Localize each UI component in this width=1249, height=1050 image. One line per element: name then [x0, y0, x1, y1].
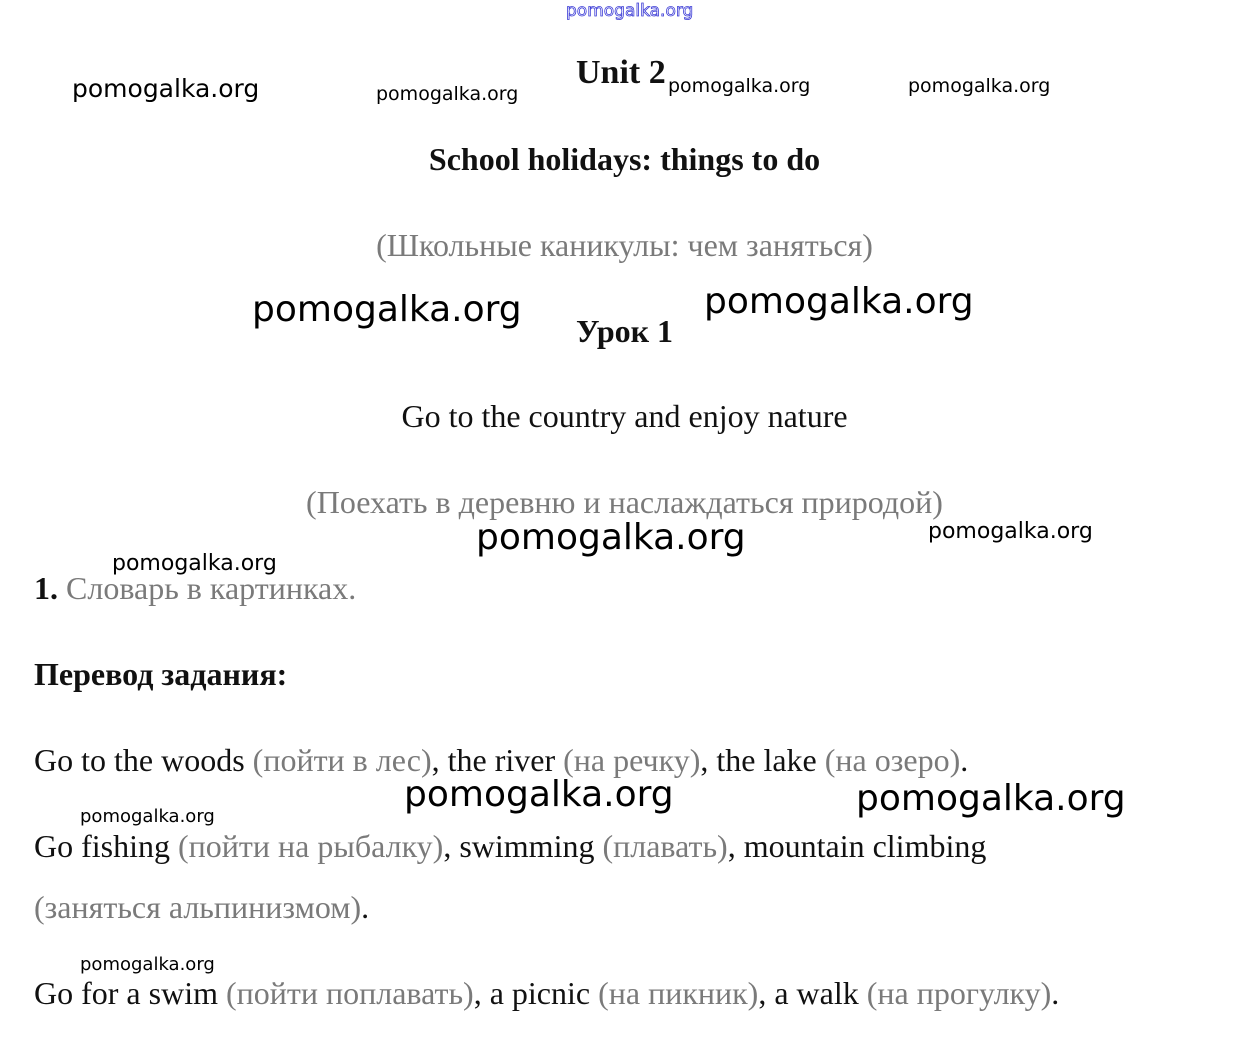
- vocab-translation: (на речку): [563, 742, 701, 778]
- vocab-punctuation: .: [1051, 975, 1060, 1011]
- watermark: pomogalka.org: [80, 806, 215, 827]
- unit-heading: Unit 2: [576, 54, 666, 91]
- watermark: pomogalka.org: [72, 74, 260, 103]
- task-line: [34, 572, 356, 604]
- vocab-punctuation: .: [361, 889, 370, 925]
- task-number: 1.: [34, 570, 58, 606]
- translation-label: Перевод задания:: [34, 656, 288, 692]
- vocab-translation: (пойти на рыбалку): [178, 828, 444, 864]
- vocab-phrase: , a walk: [758, 975, 867, 1011]
- watermark: pomogalka.org: [80, 954, 215, 975]
- vocab-line: [34, 830, 986, 862]
- watermark: pomogalka.org: [928, 519, 1093, 544]
- watermark: pomogalka.org: [112, 551, 277, 576]
- task-text: Словарь в картинках.: [66, 570, 357, 606]
- vocab-translation: (пойти поплавать): [225, 975, 474, 1011]
- vocab-line: [34, 891, 369, 923]
- watermark: pomogalka.org: [404, 774, 674, 815]
- watermark: pomogalka.org: [704, 281, 974, 322]
- watermark-top: pomogalka.org: [566, 1, 694, 21]
- watermark: pomogalka.org: [476, 517, 746, 558]
- watermark: pomogalka.org: [668, 75, 811, 97]
- vocab-phrase: Go for a swim: [34, 975, 226, 1011]
- vocab-phrase: , the river: [431, 742, 564, 778]
- vocab-phrase: , the lake: [700, 742, 825, 778]
- vocab-line: [34, 744, 968, 776]
- vocab-phrase: , swimming: [443, 828, 603, 864]
- vocab-punctuation: .: [960, 742, 969, 778]
- vocab-phrase: , a picnic: [473, 975, 599, 1011]
- vocab-translation: (плавать): [602, 828, 728, 864]
- vocab-translation: (пойти в лес): [252, 742, 432, 778]
- lesson-heading: Урок 1: [575, 313, 674, 349]
- vocab-phrase: Go fishing: [34, 828, 178, 864]
- vocab-translation: (заняться альпинизмом): [34, 889, 362, 925]
- watermark: pomogalka.org: [908, 75, 1051, 97]
- vocab-phrase: Go to the woods: [34, 742, 253, 778]
- vocab-translation: (на пикник): [598, 975, 759, 1011]
- lesson-title-translation: (Поехать в деревню и наслаждаться природой): [306, 484, 943, 520]
- vocab-line: [34, 977, 1059, 1009]
- watermark: pomogalka.org: [856, 778, 1126, 819]
- vocab-translation: (на озеро): [824, 742, 961, 778]
- page-title: School holidays: things to do: [428, 141, 821, 177]
- lesson-title: Go to the country and enjoy nature: [401, 398, 848, 434]
- watermark: pomogalka.org: [252, 289, 522, 330]
- vocab-translation: (на прогулку): [866, 975, 1052, 1011]
- vocab-phrase: , mountain climbing: [727, 828, 987, 864]
- title-translation: (Школьные каникулы: чем заняться): [376, 227, 873, 263]
- watermark: pomogalka.org: [376, 83, 519, 105]
